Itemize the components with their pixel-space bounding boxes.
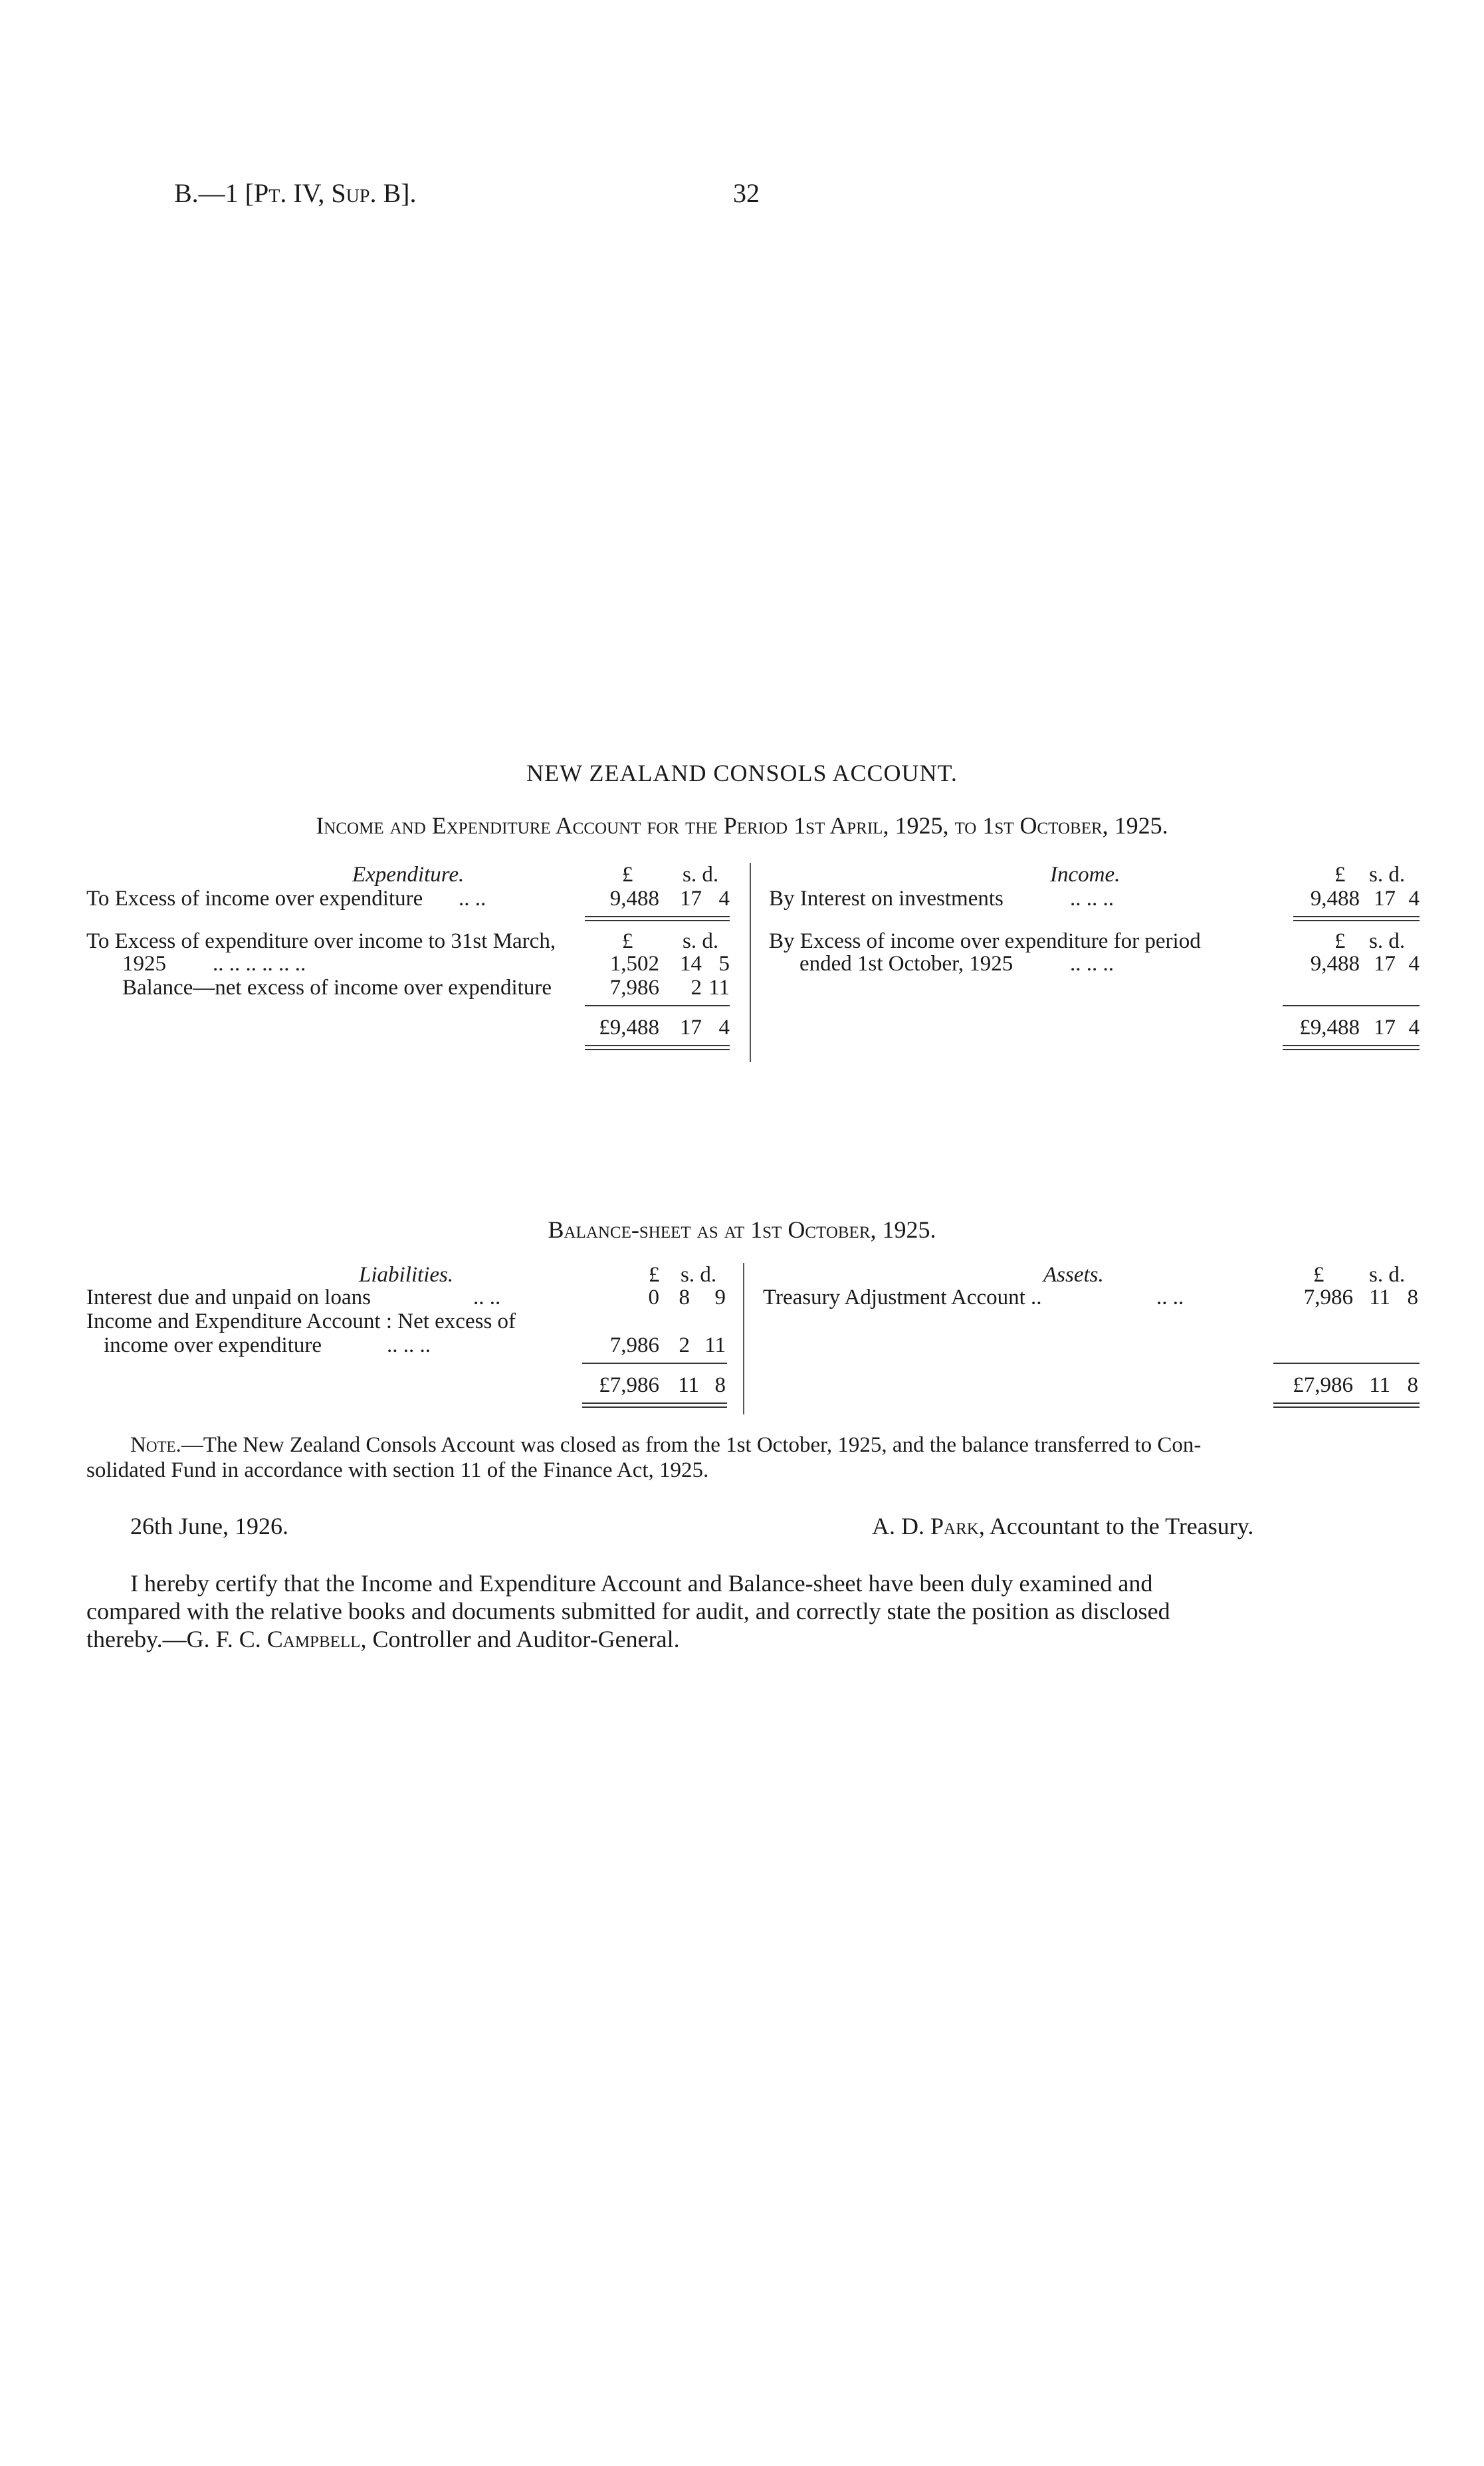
signoff-date: 26th June, 1926. — [130, 1513, 288, 1539]
liab-row2-shillings: 2 — [679, 1333, 690, 1357]
exp-row1-shillings: 17 — [680, 887, 702, 911]
inc-row2-label: By Excess of income over expenditure for period — [769, 929, 1201, 953]
exp-total-pence: 4 — [718, 1016, 730, 1040]
certificate-line3 — [86, 1626, 680, 1652]
inc-row1-double-rule — [1293, 916, 1420, 921]
liab-row2-label-cont: income over expenditure — [104, 1333, 322, 1357]
exp-row2-sd-header: s. d. — [683, 929, 719, 953]
exp-total-pounds: £9,488 — [599, 1016, 659, 1040]
liab-row1-shillings: 8 — [679, 1286, 690, 1309]
inc-row1-pence: 4 — [1408, 887, 1420, 911]
inc-row2-label-cont: ended 1st October, 1925 — [799, 952, 1013, 976]
inc-pound-header: £ — [1334, 863, 1346, 887]
liab-total-pence: 8 — [714, 1373, 726, 1397]
asset-row1-shillings: 11 — [1369, 1286, 1390, 1309]
balance-sheet-column-divider — [743, 1263, 744, 1414]
inc-row2-pounds: 9,488 — [1310, 952, 1360, 976]
inc-total-shillings: 17 — [1374, 1016, 1396, 1040]
note-line2: solidated Fund in accordance with section 11 of the Finance Act, 1925. — [86, 1458, 709, 1482]
document-reference-text: B.—1 [Pt. IV, Sup. B]. — [174, 178, 417, 208]
inc-row2-shillings: 17 — [1374, 952, 1396, 976]
asset-total-double-rule — [1273, 1402, 1420, 1408]
liab-total-rule — [582, 1363, 727, 1364]
asset-row1-label: Treasury Adjustment Account .. — [763, 1286, 1042, 1309]
liabilities-heading: Liabilities. — [359, 1263, 454, 1287]
exp-row2-pence: 5 — [718, 952, 730, 976]
inc-total-pence: 4 — [1408, 1016, 1420, 1040]
liab-row2-pounds: 7,986 — [609, 1333, 659, 1357]
liab-total-double-rule — [582, 1402, 727, 1408]
exp-row3-shillings: 2 — [690, 976, 702, 1000]
certificate-line3-tail: , Controller and Auditor-General. — [360, 1626, 680, 1652]
exp-pound-header: £ — [622, 863, 633, 887]
inc-total-pounds: £9,488 — [1299, 1016, 1360, 1040]
exp-total-rule — [585, 1005, 730, 1006]
exp-row1-pounds: 9,488 — [609, 887, 659, 911]
exp-row1-double-rule — [585, 916, 730, 921]
asset-total-pence: 8 — [1407, 1373, 1418, 1397]
inc-row2-sd-header: s. d. — [1369, 929, 1406, 953]
liab-row1-pence: 9 — [714, 1286, 726, 1309]
certificate-line2: compared with the relative books and documents submitted for audit, and correctly state the position as disclosed — [86, 1598, 1170, 1625]
note-text-line1: —The New Zealand Consols Account was closed as from the 1st October, 1925, and the balance transferred to Con- — [181, 1433, 1202, 1457]
inc-sd-header: s. d. — [1369, 863, 1406, 887]
exp-row2-label-cont: 1925 — [122, 952, 166, 976]
auditor-name: Campbell — [266, 1626, 361, 1652]
asset-total-rule — [1273, 1363, 1420, 1364]
assets-heading: Assets. — [1043, 1263, 1104, 1287]
balance-sheet-title: Balance-sheet as at 1st October, 1925. — [548, 1216, 936, 1243]
asset-total-pounds: £7,986 — [1293, 1373, 1353, 1397]
exp-row2-shillings: 14 — [680, 952, 702, 976]
liab-row2-label: Income and Expenditure Account : Net excess of — [86, 1309, 516, 1333]
document-reference — [174, 178, 416, 209]
asset-row1-pounds: 7,986 — [1303, 1286, 1353, 1309]
asset-sd-header: s. d. — [1369, 1263, 1406, 1287]
exp-row2-pounds: 1,502 — [609, 952, 659, 976]
inc-row2-pence: 4 — [1408, 952, 1420, 976]
note-lead: Note. — [130, 1433, 181, 1457]
inc-row1-pounds: 9,488 — [1310, 887, 1360, 911]
exp-row3-pence: 11 — [708, 976, 730, 1000]
certificate-line3-lead: thereby.—G. F. C. — [86, 1626, 267, 1652]
asset-row1-pence: 8 — [1407, 1286, 1418, 1309]
signoff-name: A. D. Park — [872, 1513, 979, 1539]
liab-pound-header: £ — [649, 1263, 660, 1287]
exp-row1-pence: 4 — [718, 887, 730, 911]
exp-row1-label: To Excess of income over expenditure — [86, 887, 423, 911]
exp-row2-label: To Excess of expenditure over income to 31st March, — [86, 929, 556, 953]
exp-total-shillings: 17 — [680, 1016, 702, 1040]
consols-column-divider — [750, 863, 751, 1062]
exp-row2-dots: .. .. .. .. .. .. — [213, 952, 306, 976]
signoff-title: , Accountant to the Treasury. — [978, 1513, 1254, 1539]
consols-title: NEW ZEALAND CONSOLS ACCOUNT. — [526, 760, 958, 786]
signoff-signature — [872, 1513, 1253, 1539]
consols-subtitle: Income and Expenditure Account for the Period 1st April, 1925, to 1st October, 1925. — [316, 812, 1168, 839]
liab-sd-header: s. d. — [681, 1263, 717, 1287]
liab-row2-pence: 11 — [704, 1333, 726, 1357]
inc-total-rule — [1283, 1005, 1420, 1006]
inc-total-double-rule — [1283, 1045, 1420, 1050]
page-number: 32 — [733, 178, 760, 208]
asset-pound-header: £ — [1313, 1263, 1325, 1287]
income-heading: Income. — [1050, 863, 1120, 887]
certificate-line1: I hereby certify that the Income and Expenditure Account and Balance-sheet have been duly examined and — [130, 1570, 1153, 1597]
inc-row2-dots: .. .. .. — [1070, 952, 1114, 976]
liab-row1-label: Interest due and unpaid on loans — [86, 1286, 371, 1309]
note-line1 — [130, 1433, 1426, 1457]
inc-row1-dots: .. .. .. — [1070, 887, 1114, 911]
exp-row1-dots: .. .. — [459, 887, 486, 911]
inc-row1-label: By Interest on investments — [769, 887, 1004, 911]
asset-total-shillings: 11 — [1369, 1373, 1390, 1397]
liab-row1-dots: .. .. — [473, 1286, 501, 1309]
liab-total-shillings: 11 — [678, 1373, 699, 1397]
expenditure-heading: Expenditure. — [352, 863, 465, 887]
exp-row3-label: Balance—net excess of income over expenditure — [122, 976, 552, 1000]
liab-row1-pounds: 0 — [648, 1286, 659, 1309]
exp-sd-header: s. d. — [683, 863, 719, 887]
inc-row2-pound-header: £ — [1334, 929, 1346, 953]
exp-total-double-rule — [585, 1045, 730, 1050]
asset-row1-dots: .. .. — [1156, 1286, 1184, 1309]
liab-total-pounds: £7,986 — [599, 1373, 659, 1397]
liab-row2-dots: .. .. .. — [387, 1333, 431, 1357]
inc-row1-shillings: 17 — [1374, 887, 1396, 911]
exp-row3-pounds: 7,986 — [609, 976, 659, 1000]
exp-row2-pound-header: £ — [622, 929, 633, 953]
